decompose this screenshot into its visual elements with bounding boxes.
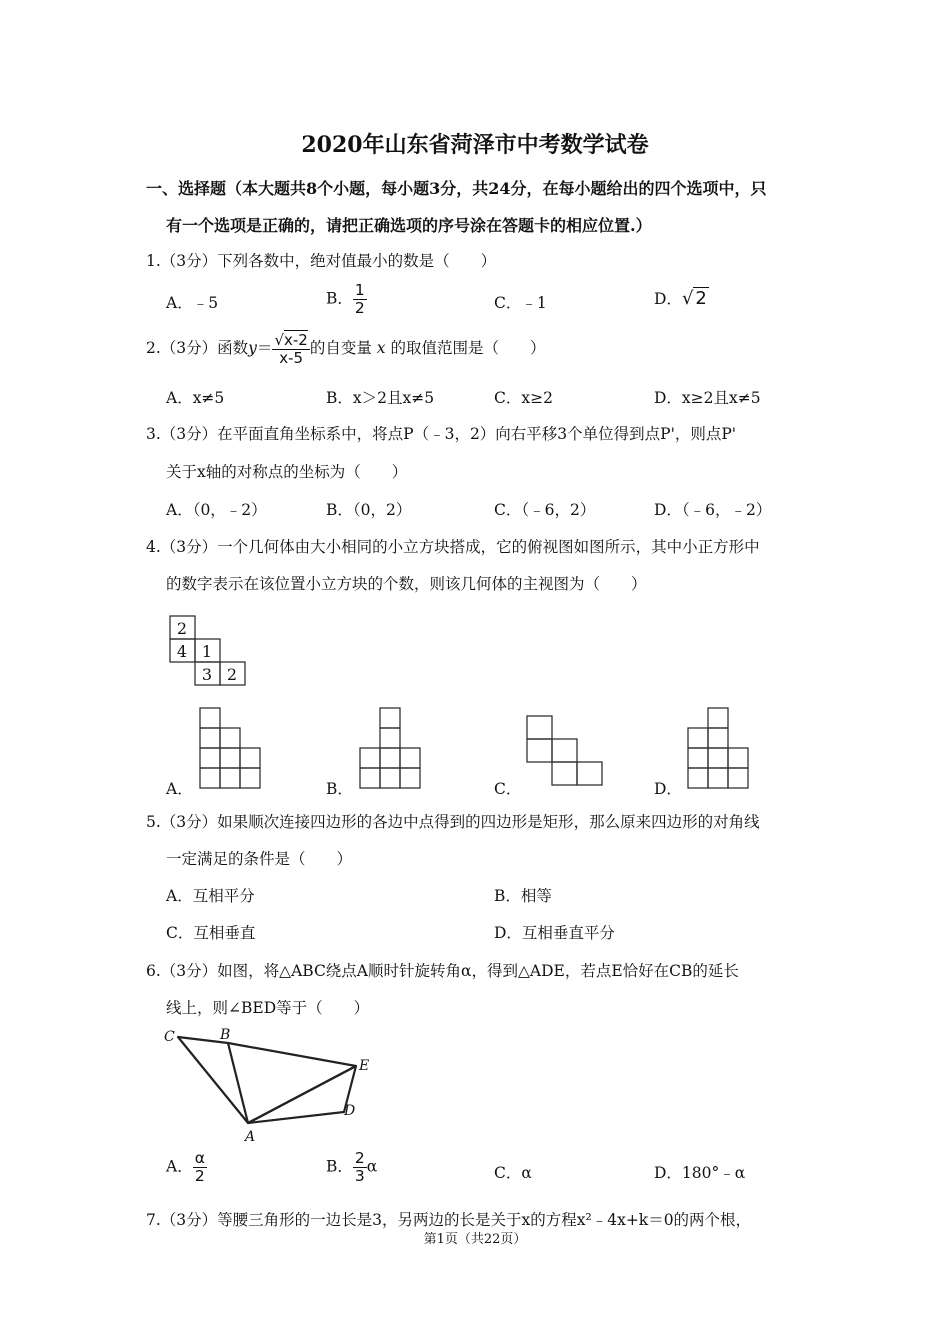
q2-y-var: y [248,339,257,357]
q7-stem: 7.（3分）等腰三角形的一边长是3，另两边的长是关于x的方程x²﹣4x+k＝0的两个根， [146,1211,752,1229]
q4-option-b-label: B． [326,780,353,798]
q5-option-d: D．互相垂直平分 [494,924,615,942]
q2-option-b: B．x＞2且x≠5 [326,389,435,407]
q1-option-b-label: B． [326,289,353,308]
q5-option-a: A．互相平分 [166,887,255,905]
triangle-abc [178,1037,248,1123]
q6-option-d: D．180°﹣α [654,1164,746,1182]
q4-stem-line1: 4.（3分）一个几何体由大小相同的小立方块搭成，它的俯视图如图所示，其中小正方形中 [146,538,760,556]
q1-sqrt: √ 2 [681,288,707,309]
q6-stem-line2: 线上，则∠BED等于（ ） [166,999,370,1017]
q2-frac-num: √x-2 [274,331,308,349]
q2-option-c: C．x≥2 [494,389,553,407]
q1-option-b [326,282,367,317]
q2-eq: ＝ [256,339,273,357]
q6-point-b: B [220,1027,231,1043]
q6-point-d: D [344,1103,356,1119]
q6-option-a [166,1150,207,1185]
section-heading-line2: 有一个选项是正确的，请把正确选项的序号涂在答题卡的相应位置.） [166,216,652,235]
q3-option-b: B．（0，2） [326,501,412,519]
q4-grid-number: 2 [226,665,238,684]
q1-frac-den: 2 [354,299,365,318]
q6-option-a-label: A． [166,1157,193,1176]
q2-option-d: D．x≥2且x≠5 [654,389,761,407]
q2-x-var: x [376,339,386,357]
q4-option-d-figure [686,706,752,790]
q4-grid-number: 4 [176,642,188,661]
q4-option-b-figure [358,706,424,790]
q1-option-d-label: D． [654,290,682,308]
q4-option-a-figure [198,706,264,790]
q2-option-a: A．x≠5 [166,389,225,407]
q6-point-a: A [245,1129,256,1145]
page-title: 2020年山东省菏泽市中考数学试卷 [301,132,649,158]
q6-b-fraction [353,1150,367,1185]
q6-a-fraction [193,1150,207,1185]
line-be [228,1043,356,1066]
q5-option-c: C．互相垂直 [166,924,256,942]
q1-option-d [654,287,709,309]
q6-rotation-figure [160,1025,380,1145]
q3-option-d: D．（﹣6，﹣2） [654,501,772,519]
q4-option-a-label: A． [166,780,193,798]
q3-option-c: C．（﹣6，2） [494,501,596,519]
q4-option-d-label: D． [654,780,682,798]
line-ae [248,1066,356,1123]
q1-sqrt-radicand: 2 [695,288,707,309]
q4-grid-number: 3 [201,665,213,684]
q2-num-radicand: x-2 [284,331,308,349]
q3-option-a: A．（0，﹣2） [166,501,267,519]
q6-a-frac-den: 2 [194,1167,205,1186]
q4-grid-number: 1 [201,642,213,661]
q1-stem: 1.（3分）下列各数中，绝对值最小的数是（ ） [146,252,497,270]
q2-fraction [272,332,309,366]
q6-b-frac-den: 3 [354,1167,365,1186]
q1-fraction [353,282,367,317]
q2-frac-den: x-5 [279,348,304,367]
q6-option-b-label: B． [326,1157,353,1176]
q4-stem-line2: 的数字表示在该位置小立方块的个数，则该几何体的主视图为（ ） [166,575,647,593]
q6-stem-line1: 6.（3分）如图，将△ABC绕点A顺时针旋转角α，得到△ADE，若点E恰好在CB的延长 [146,962,739,980]
q1-frac-num: 1 [354,281,365,299]
q1-option-c: C．﹣1 [494,294,547,312]
q2-stem-post: 的自变量 [309,339,372,357]
q3-stem-line1: 3.（3分）在平面直角坐标系中，将点P（﹣3，2）向右平移3个单位得到点P'，则点P' [146,425,737,443]
q3-stem-line2: 关于x轴的对称点的坐标为（ ） [166,463,408,481]
q6-b-frac-num: 2 [354,1149,365,1167]
q5-stem-line2: 一定满足的条件是（ ） [166,850,353,868]
q6-point-e: E [359,1058,370,1074]
page-footer: 第1页（共22页） [423,1232,527,1247]
section-heading-line1: 一、选择题（本大题共8个小题，每小题3分，共24分，在每小题给出的四个选项中，只 [146,179,767,198]
q6-point-c: C [164,1029,175,1045]
q6-a-frac-num: α [194,1149,205,1167]
q2-stem [146,332,546,366]
q4-option-c-figure [525,714,607,790]
q1-option-a: A．﹣5 [166,294,219,312]
q4-option-c-label: C． [494,780,522,798]
q4-grid-number: 2 [176,619,188,638]
q4-top-view-figure [168,614,250,690]
q5-stem-line1: 5.（3分）如果顺次连接四边形的各边中点得到的四边形是矩形，那么原来四边形的对角线 [146,813,760,831]
q5-option-b: B．相等 [494,887,552,905]
q6-b-suffix: α [366,1157,378,1176]
q6-option-c: C．α [494,1164,532,1182]
q2-stem-end: 的取值范围是（ ） [390,339,546,357]
q6-option-b [326,1150,377,1185]
q2-stem-pre: 2.（3分）函数 [146,339,249,357]
